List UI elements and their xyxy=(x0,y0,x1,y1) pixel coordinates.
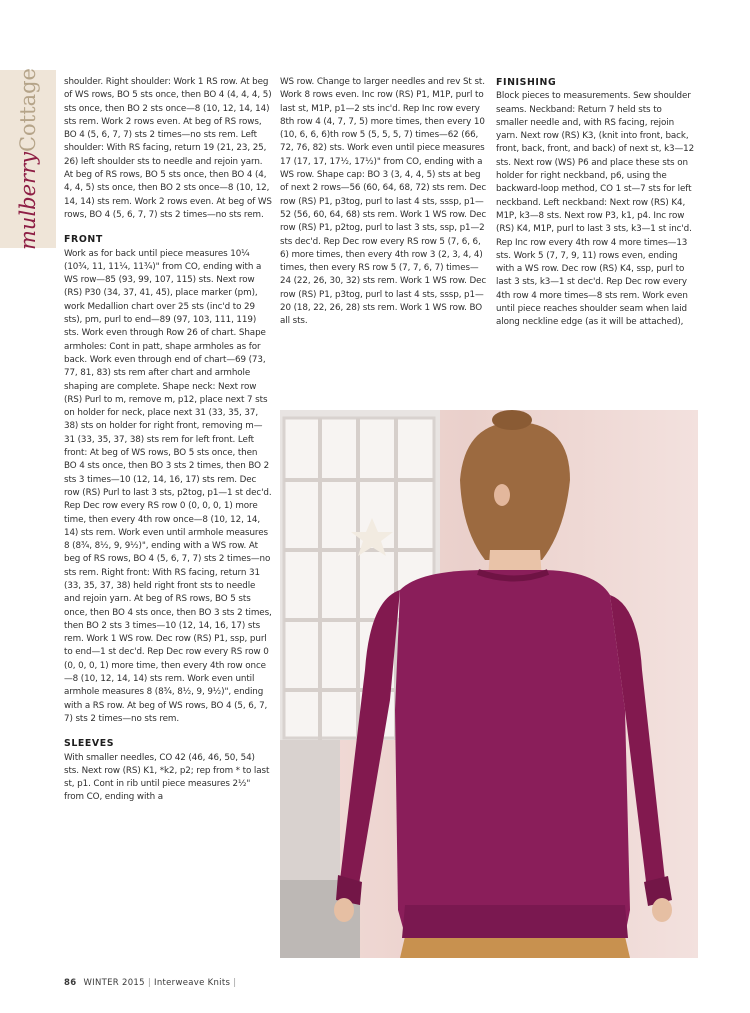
column-1 xyxy=(64,76,272,805)
issue-label: WINTER 2015 xyxy=(83,978,145,988)
section-heading-sleeves: SLEEVES xyxy=(64,738,115,750)
paragraph: With smaller needles, CO 42 (46, 46, 50, 54) sts. Next row (RS) K1, *k2, p2; rep from * to last st, p1. Cont in rib until piece measures 2½" from CO, ending with a xyxy=(64,752,270,803)
page-footer: 86 WINTER 2015 | Interweave Knits | xyxy=(64,978,237,988)
brand-logo: mulberryCottage xyxy=(16,68,40,250)
section-tab xyxy=(0,70,56,248)
paragraph: Work as for back until piece measures 10¼ (10¾, 11, 11¼, 11¾)" from CO, ending with a WS row—85 (93, 99, 107, 115) sts. Next row (RS) P30 (34, 37, 41, 45), place marker (pm), work Medallion chart over 25 sts (inc'd to 29 sts), pm, purl to end—89 (97, 103, 111, 119) sts. Work even through Row 26 of chart. Shape armholes: Cont in patt, shape armholes as for back. Work even through end of chart—69 (73, 77, 81, 83) sts rem after chart and armhole shaping are complete. Shape neck: Next row (RS) Purl to m, remove m, p12, place next 7 sts on holder for neck, place next 31 (33, 35, 37, 38) sts on holder for right front, removing m—31 (33, 35, 37, 38) sts rem for left front. Left front: At beg of WS rows, BO 5 sts once, then BO 4 sts once, then BO 3 sts 2 times, then BO 2 sts 3 times—10 (12, 14, 16, 17) sts rem. Dec row (RS) Purl to last 3 sts, p2tog, p1—1 st dec'd. Rep Dec row every RS row 0 (0, 0, 0, 1) more time, then every 4th row once—8 (10, 12, 14, 14) sts rem. Work even until armhole measures 8 (8¾, 8½, 9, 9½)", ending with a WS row. At beg of RS rows, BO 4 (5, 6, 7, 7) sts 2 times—no sts rem. Right front: With RS facing, return 31 (33, 35, 37, 38) held right front sts to needle and rejoin yarn. At beg of RS rows, BO 5 sts once, then BO 4 sts once, then BO 3 sts 2 times, then BO 2 sts 3 times—10 (12, 14, 16, 17) sts rem. Work 1 WS row. Dec row (RS) P1, ssp, purl to end—1 st dec'd. Rep Dec row every RS row 0 (0, 0, 0, 1) more time, then every 4th row once—8 (10, 12, 14, 14) sts rem. Work even until armhole measures 8 (8¾, 8½, 9, 9½)", ending with a RS row. At beg of WS rows, BO 4 (5, 6, 7, 7) sts 2 times—no sts rem. xyxy=(64,248,272,724)
paragraph: shoulder. Right shoulder: Work 1 RS row. At beg of WS rows, BO 5 sts once, then BO 4 (4, 4, 4, 5) sts once, then BO 2 sts once—8 (10, 12, 14, 14) sts rem. Work 2 rows even. At beg of RS rows, BO 4 (5, 6, 7, 7) sts 2 times—no sts rem. Left shoulder: With RS facing, return 19 (21, 23, 25, 26) left shoulder sts to needle and rejoin yarn. At beg of RS rows, BO 5 sts once, then BO 4 (4, 4, 4, 5) sts once, then BO 2 sts once—8 (10, 12, 14, 14) sts rem. Work 2 rows even. At beg of WS rows, BO 4 (5, 6, 7, 7) sts 2 times—no sts rem. xyxy=(64,77,272,220)
paragraph: Block pieces to measurements. Sew shoulder seams. Neckband: Return 7 held sts to smaller needle and, with RS facing, rejoin yarn. Next row (RS) K3, (knit into front, back, front, back, front, and back) of next st, k3—12 sts. Next row (WS) P6 and place these sts on holder for right neckband, p6, using the backward-loop method, CO 1 st—7 sts for left neckband. Left neckband: Next row (RS) K4, M1P, k3—8 sts. Next row P3, k1, p4. Inc row (RS) K4, M1P, purl to last 3 sts, k3—1 st inc'd. Rep Inc row every 4th row 4 more times—13 sts. Work 5 (7, 7, 9, 11) rows even, ending with a WS row. Dec row (RS) K4, ssp, purl to last 3 sts, k3—1 st dec'd. Rep Dec row every 4th row 4 more times—8 sts rem. Work even until piece reaches shoulder seam when laid along neckline edge (as it will be attached), xyxy=(496,91,695,328)
section-heading-finishing: FINISHING xyxy=(496,77,557,88)
column-3 xyxy=(496,76,696,330)
photo-illustration xyxy=(280,410,698,958)
paragraph: WS row. Change to larger needles and rev St st. Work 8 rows even. Inc row (RS) P1, M1P, purl to last st, M1P, p1—2 sts inc'd. Rep Inc row every 8th row 4 (4, 7, 7, 5) more times, then every 10 (10, 6, 6, 6)th row 5 (5, 5, 5, 7) times—62 (66, 72, 76, 82) sts. Work even until piece measures 17 (17, 17, 17½, 17½)" from CO, ending with a WS row. Shape cap: BO 3 (3, 4, 4, 5) sts at beg of next 2 rows—56 (60, 64, 68, 72) sts rem. Dec row (RS) P1, p3tog, purl to last 4 sts, sssp, p1—52 (56, 60, 64, 68) sts rem. Work 1 WS row. Dec row (RS) P1, p2tog, purl to last 3 sts, ssp, p1—2 sts dec'd. Rep Dec row every RS row 5 (7, 6, 6, 6) more times, then every 4th row 3 (2, 3, 4, 4) times, then every RS row 5 (7, 7, 6, 7) times—24 (22, 26, 30, 32) sts rem. Work 1 WS row. Dec row (RS) P1, p3tog, purl to last 4 sts, sssp, p1—20 (18, 22, 26, 28) sts rem. Work 1 WS row. BO all sts. xyxy=(280,77,487,327)
magazine-name: Interweave Knits xyxy=(154,978,231,988)
column-2 xyxy=(280,76,488,329)
section-heading-front: FRONT xyxy=(64,234,103,246)
photo-sweater-back xyxy=(280,410,698,958)
page-number: 86 xyxy=(64,978,77,988)
